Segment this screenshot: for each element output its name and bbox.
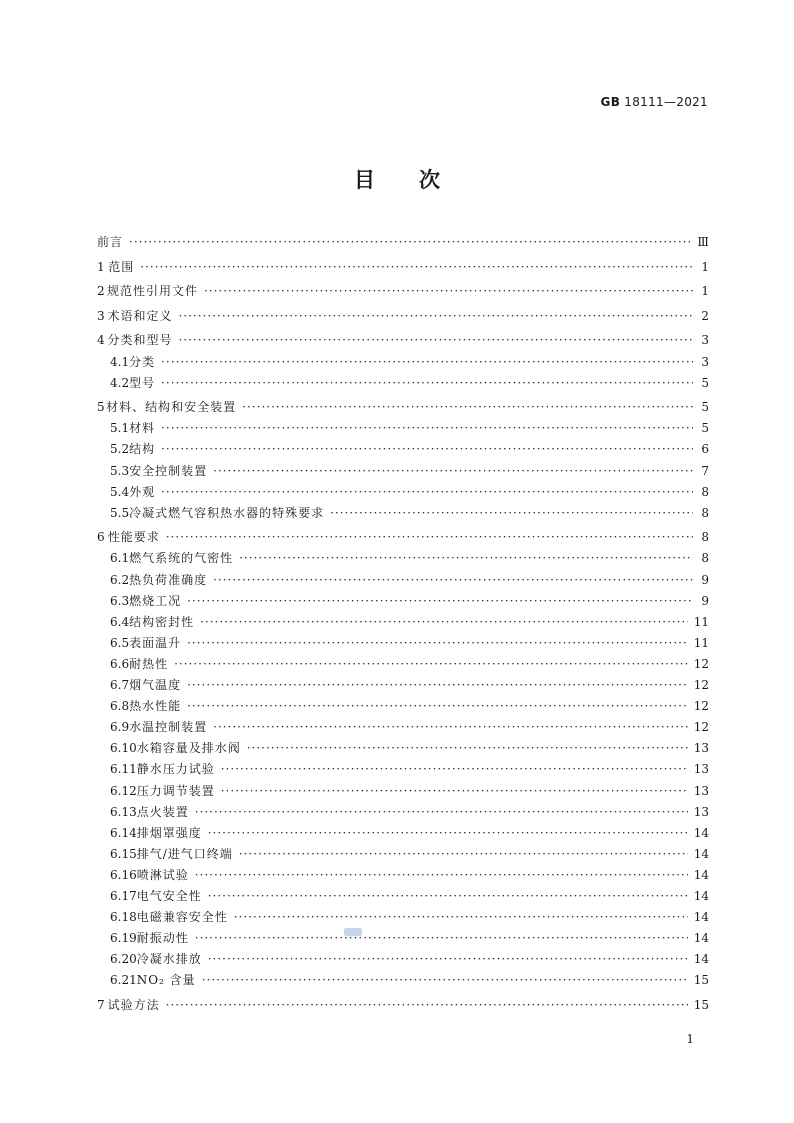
toc-entry-number: 6.15 <box>110 846 137 861</box>
toc-entry-page: 3 <box>701 333 709 348</box>
toc-entry-number: 6.3 <box>110 593 130 608</box>
toc-entry-label: 静水压力试验 <box>136 762 215 777</box>
toc-entry-label: 电气安全性 <box>136 889 202 903</box>
toc-entry-page: 14 <box>693 825 709 840</box>
toc-entry-label: 喷淋试验 <box>136 867 189 882</box>
toc-entry-number: 6.18 <box>110 910 137 925</box>
toc-entry[interactable] <box>97 461 709 481</box>
blue-mark <box>344 928 362 936</box>
toc-entry-label: 分类和型号 <box>107 333 173 348</box>
toc-leader-dots <box>187 633 688 653</box>
toc-leader-dots <box>161 373 693 393</box>
toc-entry[interactable] <box>97 591 709 611</box>
toc-entry-label: 安全控制装置 <box>129 463 208 478</box>
toc-entry-label: 燃气系统的气密性 <box>129 551 234 566</box>
toc-leader-dots <box>140 257 693 277</box>
toc-leader-dots <box>208 886 688 906</box>
toc-entry-number: 6.13 <box>110 804 137 819</box>
toc-leader-dots <box>174 654 688 674</box>
toc-leader-dots <box>202 970 688 990</box>
toc-entry[interactable] <box>97 865 709 885</box>
toc-leader-dots <box>178 330 693 350</box>
toc-leader-dots <box>208 823 688 843</box>
toc-leader-dots <box>195 802 688 822</box>
toc-entry-page: 9 <box>701 572 709 587</box>
toc-leader-dots <box>200 612 688 632</box>
toc-entry[interactable] <box>97 738 709 758</box>
toc-leader-dots <box>166 995 688 1015</box>
toc-entry[interactable] <box>97 633 709 653</box>
toc-entry-page: Ⅲ <box>697 235 709 249</box>
toc-entry-number: 6.9 <box>110 720 130 735</box>
toc-entry[interactable] <box>97 759 709 779</box>
toc-leader-dots <box>213 717 688 737</box>
toc-entry-number: 1 <box>97 259 105 274</box>
toc-leader-dots <box>234 907 688 927</box>
toc-entry-page: 7 <box>701 463 709 478</box>
toc-entry[interactable] <box>97 527 709 547</box>
toc-entry-page: 2 <box>701 308 709 323</box>
toc-entry-page: 13 <box>693 741 709 756</box>
toc-entry-page: 15 <box>693 973 709 988</box>
toc-entry-number: 6.12 <box>110 783 137 798</box>
toc-leader-dots <box>213 461 693 481</box>
toc-entry-page: 3 <box>701 354 709 369</box>
toc-entry-number: 6.10 <box>110 741 137 756</box>
toc-entry-label: 热水性能 <box>129 699 182 714</box>
toc-entry-page: 1 <box>701 259 709 274</box>
toc-leader-dots <box>221 759 688 779</box>
toc-entry-number: 6.7 <box>110 678 130 692</box>
toc-entry-page: 13 <box>693 804 709 819</box>
toc-entry[interactable] <box>97 717 709 737</box>
toc-entry-page: 12 <box>693 720 709 735</box>
toc-entry-page: 8 <box>701 530 709 545</box>
toc-entry[interactable] <box>97 995 709 1015</box>
toc-leader-dots <box>239 548 693 568</box>
toc-entry-page: 12 <box>693 678 709 692</box>
toc-entry[interactable] <box>97 675 709 695</box>
toc-entry-label: 热负荷准确度 <box>129 572 208 587</box>
toc-entry-page: 13 <box>693 783 709 798</box>
toc-entry-number: 4.2 <box>110 375 130 390</box>
page-number: 1 <box>686 1032 694 1046</box>
toc-entry-number: 6.11 <box>110 762 137 777</box>
page-title: 目次 <box>354 168 484 192</box>
toc-entry-page: 14 <box>693 846 709 861</box>
toc-entry-label: 术语和定义 <box>107 308 173 323</box>
toc-entry-number: 5.4 <box>110 484 130 499</box>
standard-number <box>601 95 708 109</box>
toc-entry-label: 燃烧工况 <box>129 593 182 608</box>
toc-entry-page: 14 <box>693 952 709 967</box>
toc-entry-page: 1 <box>701 284 709 299</box>
toc-entry-page: 5 <box>701 421 709 436</box>
toc-entry-label: 外观 <box>129 484 156 499</box>
toc-entry[interactable] <box>97 696 709 716</box>
toc-entry[interactable] <box>97 802 709 822</box>
toc-entry-label: 材料、结构和安全装置 <box>106 400 237 415</box>
toc-entry[interactable] <box>97 397 709 417</box>
toc-entry-number: 5.5 <box>110 505 130 520</box>
toc-entry[interactable] <box>97 612 709 632</box>
toc-leader-dots <box>330 503 693 523</box>
toc-entry[interactable] <box>97 232 709 252</box>
toc-entry-number: 2 <box>97 284 105 299</box>
toc-leader-dots <box>178 306 693 326</box>
toc-entry[interactable] <box>97 949 709 969</box>
toc-entry-number: 6.19 <box>110 931 137 946</box>
toc-leader-dots <box>213 570 693 590</box>
toc-entry[interactable] <box>97 823 709 843</box>
toc-entry-label: 水箱容量及排水阀 <box>136 741 241 756</box>
toc-entry-page: 6 <box>701 442 709 457</box>
toc-leader-dots <box>208 949 688 969</box>
toc-entry[interactable] <box>97 482 709 502</box>
toc-entry-label: 耐振动性 <box>136 931 189 946</box>
toc-entry[interactable] <box>97 330 709 350</box>
toc-entry-number: 6.21 <box>110 973 137 988</box>
toc-entry-page: 14 <box>693 889 709 903</box>
toc-entry[interactable] <box>97 281 709 301</box>
toc-entry-label: 结构密封性 <box>129 614 195 629</box>
toc-leader-dots <box>195 865 688 885</box>
toc-leader-dots <box>187 696 688 716</box>
toc-entry-number: 6.1 <box>110 551 130 566</box>
toc-entry-number: 6.17 <box>110 889 137 903</box>
standard-prefix: GB <box>600 95 621 109</box>
toc-entry-label: 表面温升 <box>129 635 182 650</box>
toc-entry-number: 5 <box>97 400 105 415</box>
toc-leader-dots <box>187 591 693 611</box>
toc-entry-label: 规范性引用文件 <box>106 284 198 299</box>
toc-entry-page: 12 <box>693 656 709 671</box>
toc-entry-page: 8 <box>701 505 709 520</box>
toc-entry[interactable] <box>97 306 709 326</box>
toc-entry-page: 5 <box>701 375 709 390</box>
toc-entry-label: 范围 <box>108 259 135 274</box>
toc-entry-page: 9 <box>701 593 709 608</box>
toc-leader-dots <box>247 738 688 758</box>
toc-leader-dots <box>166 527 693 547</box>
toc-entry-label: 水温控制装置 <box>129 720 208 735</box>
toc-entry-number: 4 <box>97 333 105 348</box>
toc-entry-page: 5 <box>701 400 709 415</box>
toc-entry[interactable] <box>97 570 709 590</box>
toc-entry-label: 冷凝水排放 <box>136 952 202 967</box>
toc-leader-dots <box>239 844 688 864</box>
toc-entry-page: 13 <box>693 762 709 777</box>
toc-entry-page: 15 <box>693 998 709 1012</box>
toc-entry-label: 分类 <box>129 354 156 369</box>
toc-entry-number: 3 <box>97 308 105 323</box>
toc-entry-number: 5.1 <box>110 421 130 436</box>
toc-entry-number: 6.14 <box>110 825 137 840</box>
toc-entry-number: 7 <box>97 998 105 1012</box>
toc-leader-dots <box>221 781 688 801</box>
toc-entry-label: 性能要求 <box>107 530 160 545</box>
toc-leader-dots <box>129 232 691 252</box>
toc-entry-label: 排烟罩强度 <box>136 825 202 840</box>
standard-code: 18111—2021 <box>624 95 708 109</box>
toc-entry-label: 耐热性 <box>129 656 169 671</box>
toc-entry-page: 11 <box>693 635 709 650</box>
toc-entry[interactable] <box>97 373 709 393</box>
toc-entry-label: 结构 <box>129 442 156 457</box>
toc-entry-label: NO₂ 含量 <box>136 973 196 988</box>
toc-entry[interactable] <box>97 503 709 523</box>
toc-entry[interactable] <box>97 548 709 568</box>
toc-entry-label: 冷凝式燃气容积热水器的特殊要求 <box>129 505 325 520</box>
toc-entry-number: 6 <box>97 530 105 545</box>
toc-entry-page: 8 <box>701 551 709 566</box>
toc-leader-dots <box>195 928 688 948</box>
toc-entry-label: 电磁兼容安全性 <box>136 910 228 925</box>
toc-leader-dots <box>161 439 693 459</box>
toc-entry[interactable] <box>97 886 709 906</box>
toc-entry-page: 8 <box>701 484 709 499</box>
toc-entry-label: 材料 <box>129 421 156 436</box>
toc-leader-dots <box>161 482 693 502</box>
toc-entry-label: 试验方法 <box>107 998 160 1012</box>
toc-leader-dots <box>204 281 693 301</box>
toc-entry[interactable] <box>97 654 709 674</box>
toc-entry-number: 6.2 <box>110 572 130 587</box>
toc-entry-number: 6.16 <box>110 867 137 882</box>
toc-entry-number: 5.2 <box>110 442 130 457</box>
toc-entry-number: 6.5 <box>110 635 130 650</box>
toc-entry-page: 14 <box>693 931 709 946</box>
toc-entry-number: 6.20 <box>110 952 137 967</box>
toc-entry-label: 前言 <box>97 235 124 249</box>
toc-leader-dots <box>161 352 693 372</box>
toc-entry[interactable] <box>97 928 709 948</box>
toc-entry-number: 6.6 <box>110 656 130 671</box>
toc-entry-label: 排气/进气口终端 <box>136 846 233 861</box>
toc-entry-page: 14 <box>693 910 709 925</box>
toc-entry-page: 14 <box>693 867 709 882</box>
toc-entry-label: 点火装置 <box>136 804 189 819</box>
toc-entry-number: 5.3 <box>110 463 130 478</box>
toc-entry[interactable] <box>97 418 709 438</box>
toc-entry-label: 压力调节装置 <box>136 783 215 798</box>
toc-entry[interactable] <box>97 844 709 864</box>
toc-entry-number: 4.1 <box>110 354 130 369</box>
toc-entry[interactable] <box>97 781 709 801</box>
toc-leader-dots <box>187 675 688 695</box>
toc-entry[interactable] <box>97 257 709 277</box>
toc-entry[interactable] <box>97 352 709 372</box>
toc-entry-number: 6.4 <box>110 614 130 629</box>
toc-entry[interactable] <box>97 439 709 459</box>
toc-entry-page: 11 <box>693 614 709 629</box>
toc-entry-label: 型号 <box>129 375 156 390</box>
toc-entry[interactable] <box>97 907 709 927</box>
toc-leader-dots <box>242 397 693 417</box>
toc-entry[interactable] <box>97 970 709 990</box>
toc-entry-label: 烟气温度 <box>129 678 182 692</box>
toc-leader-dots <box>161 418 693 438</box>
toc-entry-number: 6.8 <box>110 699 130 714</box>
toc-entry-page: 12 <box>693 699 709 714</box>
